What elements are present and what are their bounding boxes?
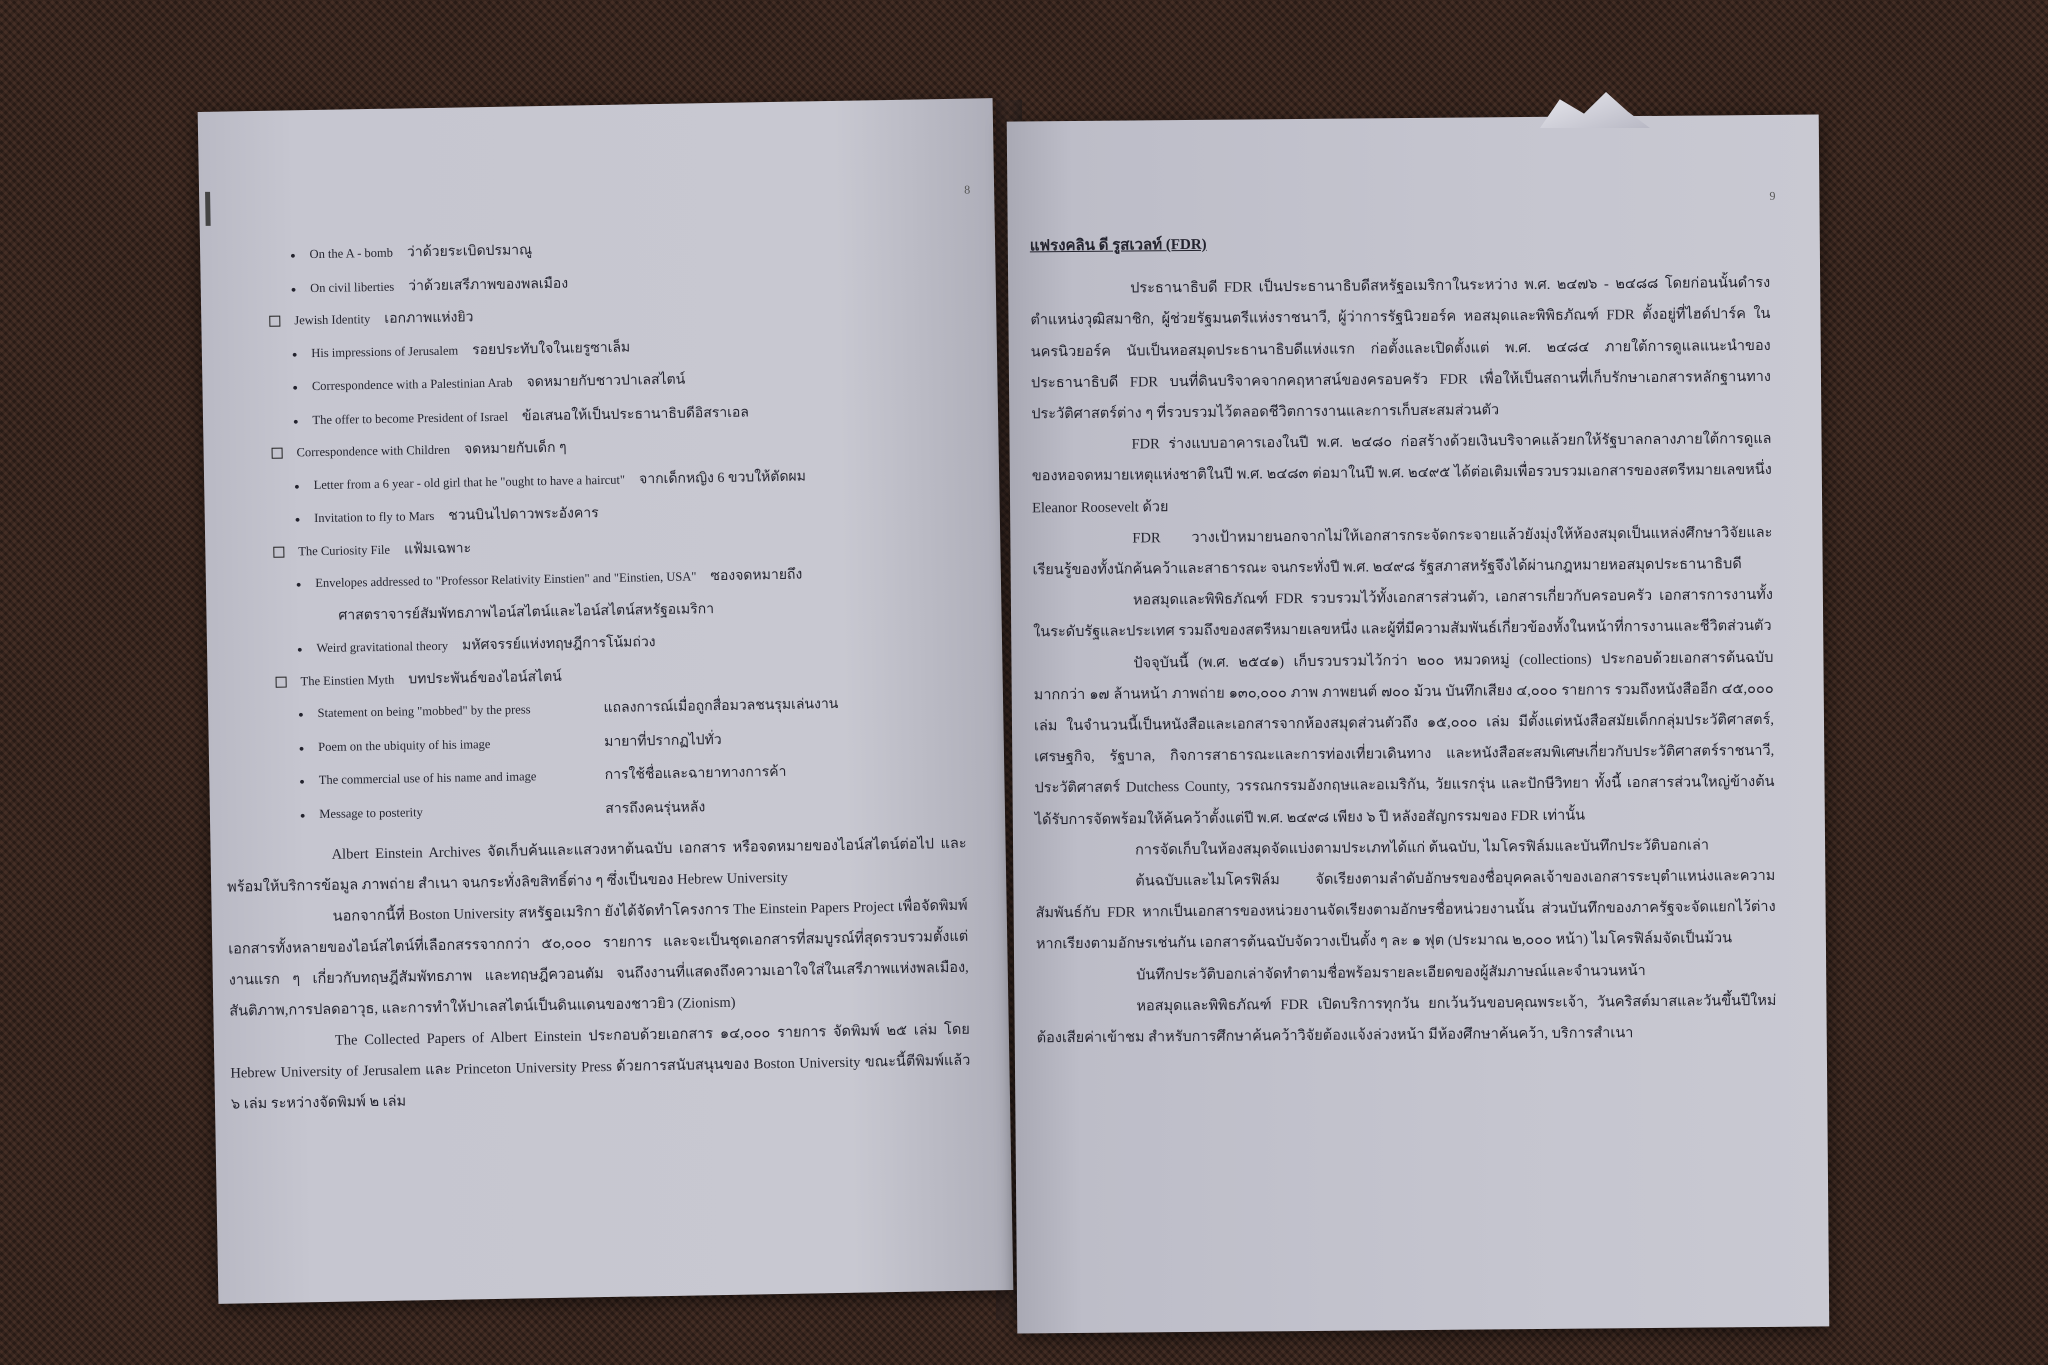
archive-description (226, 829, 971, 1121)
bullet-icon (293, 404, 313, 438)
outline-item-thai: รอยประทับใจในเยรูซาเล็ม (472, 340, 631, 358)
bullet-icon (299, 764, 319, 798)
outline-item-thai: จดหมายกับชาวปาเลสไตน์ (526, 372, 686, 391)
bullet-icon (296, 567, 316, 601)
outline-item-english: On the A - bomb (309, 245, 394, 262)
outline-item-thai: จดหมายกับเด็ก ๆ (463, 440, 567, 458)
outline-item-thai: จากเด็กหญิง 6 ขวบให้ตัดผม (638, 468, 807, 487)
outline-item-english: The offer to become President of Israel (312, 409, 509, 427)
checkbox-icon (276, 676, 287, 687)
outline-item-thai: เอกภาพแห่งยิว (384, 310, 474, 327)
paragraph: นอกจากนี้ที่ Boston University สหรัฐอเมริกา ยังได้จัดทำโครงการ The Einstein Papers Project เพื่อจัดพิมพ์เอกสารทั้งหลายของไอน์สไตน์ที่เลือกสรรจากกว่า ๕๐,๐๐๐ รายการ และจะเป็นชุดเอกสารที่สมบูรณ์ที่สุดรวบรวมตั้งแต่งานแรก ๆ เกี่ยวกับทฤษฎีสัมพัทธภาพ และทฤษฎีควอนตัม จนถึงงานที่แสดงถึงความเอาใจใส่ในเสรีภาพแห่งพลเมือง, สันติภาพ,การปลดอาวุธ, และการทำให้ปาเลสไตน์เป็นดินแดนของชาวยิว (Zionism) (228, 897, 969, 1020)
checkbox-icon (273, 546, 284, 557)
outline-item-thai: ว่าด้วยระเบิดปรมาณู (406, 243, 533, 261)
paragraph: บันทึกประวัติบอกเล่าจัดทำตามชื่อพร้อมรายละเอียดของผู้สัมภาษณ์และจำนวนหน้า (1136, 962, 1646, 984)
outline-item-thai: แถลงการณ์เมื่อถูกสื่อมวลชนรุมเล่นงาน (603, 696, 839, 717)
outline-item-thai: ว่าด้วยเสรีภาพของพลเมือง (408, 276, 569, 294)
outline-item-english: Weird gravitational theory (316, 638, 449, 656)
outline-item-thai: ซองจดหมายถึง (710, 567, 803, 585)
checkbox-icon (272, 448, 283, 459)
outline-item-english: Correspondence with Children (296, 442, 451, 460)
outline-item-thai: ชวนบินไปดาวพระอังคาร (448, 506, 599, 524)
outline-item-english: Envelopes addressed to "Professor Relativity Einstien" and "Einstien, USA" (315, 569, 697, 591)
outline-item-english: His impressions of Jerusalem (311, 343, 459, 360)
outline-item-english: The Curiosity File (298, 542, 391, 558)
paragraph: การจัดเก็บในห้องสมุดจัดแบ่งตามประเภทได้แก่ ต้นฉบับ, ไมโครฟิล์มและบันทึกประวัติบอกเล่า (1135, 837, 1710, 859)
outline-item-english: On civil liberties (310, 279, 395, 295)
paragraph: Albert Einstein Archives จัดเก็บค้นและแสวงหาต้นฉบับ เอกสาร หรือจดหมายของไอน์สไตน์ต่อไป และพร้อมให้บริการข้อมูล ภาพถ่าย สำเนา จนกระทั่งลิขสิทธิ์ต่าง ๆ ซึ่งเป็นของ Hebrew University (227, 835, 967, 896)
bullet-icon (300, 798, 320, 832)
paragraph: ต้นฉบับและไมโครฟิล์ม จัดเรียงตามลำดับอักษรของชื่อบุคคลเจ้าของเอกสารระบุตำแหน่งและความสัมพันธ์กับ FDR หากเป็นเอกสารของหน่วยงานจัดเรียงตามอักษรชื่อหน่วยงานนั้น ส่วนบันทึกของภาครัฐจะจัดแยกไว้ต่างหากเรียงตามอักษรเช่นกัน เอกสารต้นฉบับจัดวางเป็นตั้ง ๆ ละ ๑ ฟุต (ประมาณ ๒,๐๐๐ หน้า) ไมโครฟิล์มจัดเป็นม้วน (1035, 867, 1776, 953)
archive-outline (240, 227, 970, 832)
left-page (198, 98, 1014, 1304)
bullet-icon (298, 731, 318, 765)
paragraph: ปัจจุบันนี้ (พ.ศ. ๒๕๔๑) เก็บรวบรวมไว้กว่า ๒๐๐ หมวดหมู่ (collections) ประกอบด้วยเอกสารต้นฉบับมากกว่า ๑๗ ล้านหน้า ภาพถ่าย ๑๓๐,๐๐๐ ภาพ ภาพยนต์ ๗๐๐ ม้วน บันทึกเสียง ๔,๐๐๐ รายการ รวมถึงหนังสืออีก ๔๕,๐๐๐ เล่ม ในจำนวนนี้เป็นหนังสือและเอกสารจากห้องสมุดส่วนตัวถึง ๑๕,๐๐๐ เล่ม มีตั้งแต่หนังสือสมัยเด็กกลุ่มประวัติศาสตร์, เศรษฐกิจ, รัฐบาล, กิจการสาธารณะและการท่องเที่ยวเดินทาง และหนังสือสะสมพิเศษเกี่ยวกับประวัติศาสตร์ราชนาวี, ประวัติศาสตร์ Dutchess County, วรรณกรรมอังกฤษและอเมริกัน, วัยแรกรุ่น และปักษีวิทยา ทั้งนี้ เอกสารส่วนใหญ่ข้างต้นได้รับการจัดพร้อมให้ค้นคว้าตั้งแต่ปี พ.ศ. ๒๔๙๘ เพียง ๖ ปี หลังอสัญกรรมของ FDR เท่านั้น (1033, 649, 1775, 829)
paragraph: หอสมุดและพิพิธภัณฑ์ FDR รวบรวมไว้ทั้งเอกสารส่วนตัว, เอกสารเกี่ยวกับครอบครัว เอกสารการงานทั้งในระดับรัฐและประเทศ รวมถึงของสตรีหมายเลขหนึ่ง และผู้ที่มีความสัมพันธ์เกี่ยวข้องทั้งในหน้าที่การงานและชีวิตส่วนตัว (1033, 587, 1773, 641)
outline-item-thai: การใช้ชื่อและฉายาทางการค้า (604, 764, 787, 784)
bullet-icon (294, 469, 314, 503)
outline-item-english: Correspondence with a Palestinian Arab (311, 375, 513, 394)
bullet-icon (297, 632, 317, 666)
outline-item-english: Invitation to fly to Mars (314, 508, 435, 526)
binding-clip (205, 192, 211, 226)
page-number: 9 (1769, 188, 1776, 203)
outline-item-english: The commercial use of his name and image (318, 769, 537, 788)
outline-item-english: Poem on the ubiquity of his image (318, 736, 491, 754)
outline-item-thai: แฟ้มเฉพาะ (403, 540, 472, 557)
bullet-icon (290, 238, 310, 272)
checkbox-icon (269, 316, 280, 327)
fdr-section (1030, 225, 1777, 1055)
outline-item-english: Jewish Identity (294, 312, 371, 328)
outline-item-english: Letter from a 6 year - old girl that he "ought to have a haircut" (313, 472, 626, 492)
bullet-icon (290, 272, 310, 306)
paragraph: หอสมุดและพิพิธภัณฑ์ FDR เปิดบริการทุกวัน ยกเว้นวันขอบคุณพระเจ้า, วันคริสต์มาสและวันขึ้นปีใหม่ ต้องเสียค่าเข้าชม สำหรับการศึกษาค้นคว้าวิจัยต้องแจ้งล่วงหน้า มีห้องศึกษาค้นคว้า, บริการสำเนา (1036, 992, 1777, 1047)
outline-item-thai: บทประพันธ์ของไอน์สไตน์ (408, 669, 562, 687)
bullet-icon (298, 697, 318, 731)
section-heading: แฟรงคลิน ดี รูสเวลท์ (FDR) (1029, 236, 1207, 255)
right-page (1007, 114, 1830, 1333)
outline-item-thai: มหัศจรรย์แห่งทฤษฎีการโน้มถ่วง (461, 635, 656, 654)
outline-item-english: Statement on being "mobbed" by the press (317, 702, 531, 721)
outline-item-thai: สารถึงคนรุ่นหลัง (605, 799, 706, 817)
outline-item-thai: ศาสตราจารย์สัมพัทธภาพไอน์สไตน์และไอน์สไตน์สหรัฐอเมริกา (338, 601, 715, 624)
paper-bookmark (1540, 92, 1650, 128)
paragraph: ประธานาธิบดี FDR เป็นประธานาธิบดีสหรัฐอเมริกาในระหว่าง พ.ศ. ๒๔๗๖ - ๒๔๘๘ โดยก่อนนั้นดำรงตำแหน่งวุฒิสมาชิก, ผู้ช่วยรัฐมนตรีแห่งราชนาวี, ผู้ว่าการรัฐนิวยอร์ค หอสมุดและพิพิธภัณฑ์ FDR ตั้งอยู่ที่ไฮด์ปาร์ค ในนครนิวยอร์ค นับเป็นหอสมุดประธานาธิบดีแห่งแรก ก่อตั้งและเปิดตั้งแต่ พ.ศ. ๒๔๘๔ ภายใต้การดูแลแนะนำของประธานาธิบดี FDR บนที่ดินบริจาคจากคฤหาสน์ของครอบครัว FDR เพื่อให้เป็นสถานที่เก็บรักษาเอกสารหลักฐานทางประวัติศาสตร์ต่าง ๆ ที่รวบรวมไว้ตลอดชีวิตการงานและการเก็บสะสมส่วนตัว (1030, 275, 1772, 423)
paragraph: FDR วางเป้าหมายนอกจากไม่ให้เอกสารกระจัดกระจายแล้วยังมุ่งให้ห้องสมุดเป็นแหล่งศึกษาวิจัยและเรียนรู้ของทั้งนักค้นคว้าและสาธารณะ จนกระทั่งปี พ.ศ. ๒๔๙๘ รัฐสภาสหรัฐจึงได้ผ่านกฎหมายหอสมุดประธานาธิบดี (1032, 524, 1773, 579)
bullet-icon (292, 337, 312, 371)
paragraph: FDR ร่างแบบอาคารเองในปี พ.ศ. ๒๔๘๐ ก่อสร้างด้วยเงินบริจาคแล้วยกให้รัฐบาลกลางภายใต้การดูแลของหอจดหมายเหตุแห่งชาติในปี พ.ศ. ๒๔๘๓ ต่อมาในปี พ.ศ. ๒๔๙๕ ได้ต่อเติมเพื่อรวบรวมเอกสารของสตรีหมายเลขหนึ่ง Eleanor Roosevelt ด้วย (1031, 431, 1772, 516)
page-number: 8 (964, 182, 971, 197)
outline-item-english: The Einstien Myth (300, 672, 395, 688)
outline-item-english: Message to posterity (319, 804, 423, 821)
bullet-icon (294, 502, 314, 536)
paragraph: The Collected Papers of Albert Einstein ประกอบด้วยเอกสาร ๑๔,๐๐๐ รายการ จัดพิมพ์ ๒๕ เล่ม โดย Hebrew University of Jerusalem และ Princeton University Press ด้วยการสนับสนุนของ Boston University ขณะนี้ตีพิมพ์แล้ว ๖ เล่ม ระหว่างจัดพิมพ์ ๒ เล่ม (230, 1021, 971, 1113)
outline-item-thai: มายาที่ปรากฏไปทั่ว (604, 732, 722, 750)
bullet-icon (292, 370, 312, 404)
outline-item-thai: ข้อเสนอให้เป็นประธานาธิบดีอิสราเอล (521, 404, 750, 424)
